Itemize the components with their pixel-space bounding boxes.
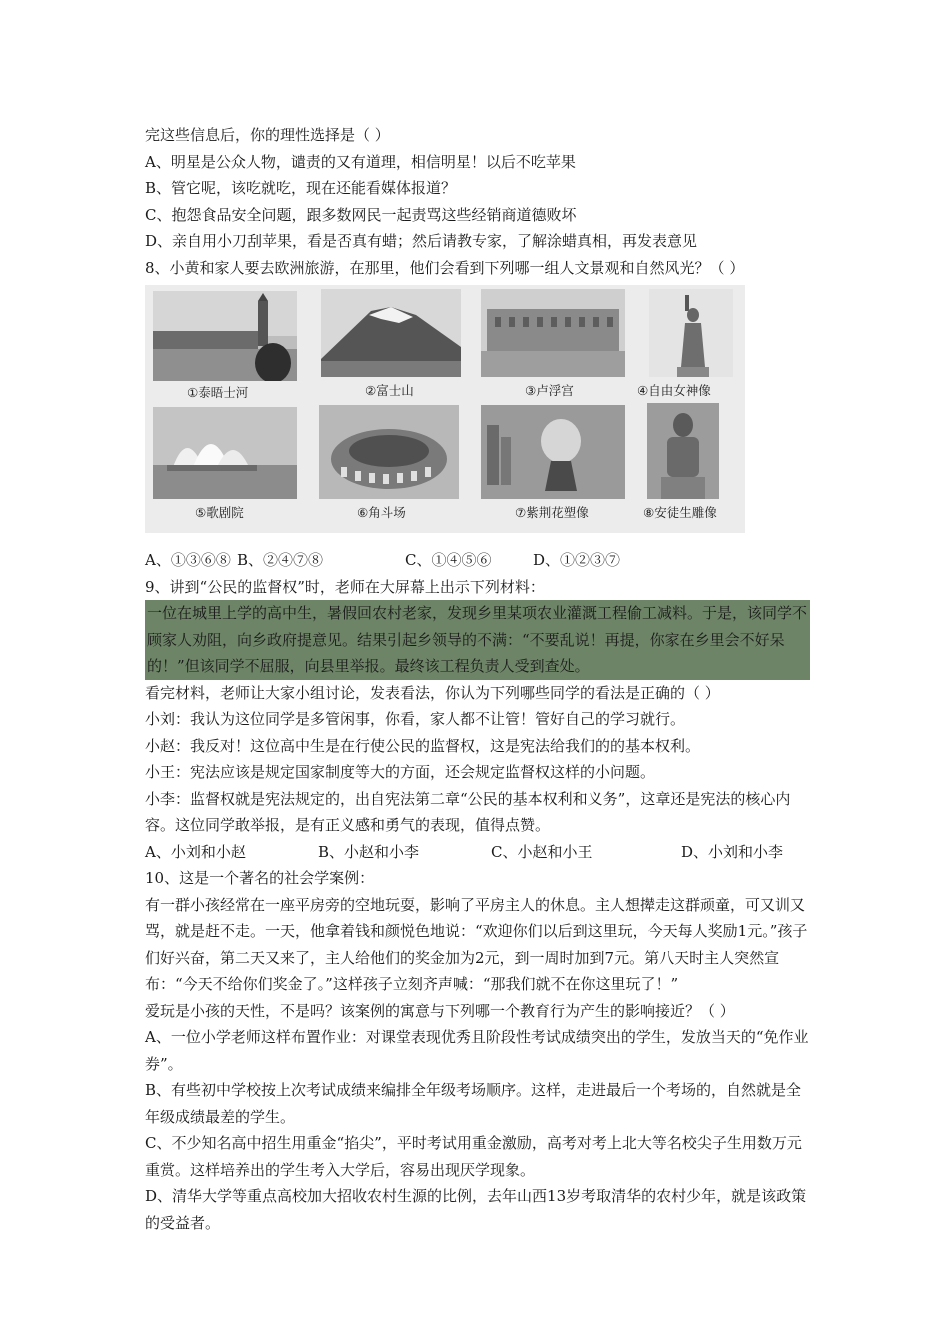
bauhinia-statue-photo bbox=[481, 405, 625, 499]
q9-material: 一位在城里上学的高中生，暑假回农村老家，发现乡里某项农业灌溉工程偷工减料。于是，该同学不顾家人劝阻，向乡政府提意见。结果引起乡领导的不满：“不要乱说！再提，你家在乡里会不好呆的！”但该同学不屈服，向县里举报。最终该工程负责人受到查处。 bbox=[145, 600, 810, 680]
thames-photo bbox=[153, 291, 297, 381]
q7-option-b: B、管它呢，该吃就吃，现在还能看媒体报道？ bbox=[145, 179, 457, 197]
liberty-photo bbox=[649, 289, 733, 377]
q8-option-a: A、①③⑥⑧ bbox=[145, 551, 231, 569]
colosseum-photo bbox=[319, 405, 459, 499]
q9-options bbox=[145, 839, 810, 866]
q9-option-a: A、小刘和小赵 bbox=[145, 842, 246, 861]
landmarks-photo-grid bbox=[145, 285, 745, 533]
q7-stem: 完这些信息后，你的理性选择是（ ） bbox=[145, 126, 390, 144]
q9-view-zhao: 小赵：我反对！这位高中生是在行使公民的监督权，这是宪法给我们的的基本权利。 bbox=[145, 736, 701, 755]
q10-option-a: A、一位小学老师这样布置作业：对课堂表现优秀且阶段性考试成绩突出的学生，发放当天的“免作业券”。 bbox=[145, 1028, 809, 1073]
caption-3: ③卢浮宫 bbox=[525, 383, 574, 398]
q9-view-wang: 小王：宪法应该是规定国家制度等大的方面，还会规定监督权这样的小问题。 bbox=[145, 763, 656, 781]
q9-stem: 9、讲到“公民的监督权”时，老师在大屏幕上出示下列材料： bbox=[145, 577, 545, 596]
q9-option-b: B、小赵和小李 bbox=[318, 842, 420, 861]
q10-story: 有一群小孩经常在一座平房旁的空地玩耍，影响了平房主人的休息。主人想撵走这群顽童，可又训又骂，就是赶不走。一天，他拿着钱和颜悦色地说：“欢迎你们以后到这里玩，今天每人奖励1元。”孩子们好兴奋，第二天又来了，主人给他们的奖金加为2元，到一周时加到7元。第八天时主人突然宣布：“今天不给你们奖金了。”这样孩子立刻齐声喊：“那我们就不在你这里玩了！” bbox=[145, 895, 808, 993]
q10-option-b: B、有些初中学校按上次考试成绩来编排全年级考场顺序。这样，走进最后一个考场的，自然就是全年级成绩最差的学生。 bbox=[145, 1081, 802, 1126]
caption-8: ⑧安徒生雕像 bbox=[643, 505, 717, 520]
exam-page bbox=[145, 122, 810, 1236]
louvre-photo bbox=[481, 289, 625, 377]
q8-stem: 8、小黄和家人要去欧洲旅游，在那里，他们会看到下列哪一组人文景观和自然风光？（ ） bbox=[145, 258, 745, 277]
q10-stem: 10、这是一个著名的社会学案例： bbox=[145, 869, 375, 887]
caption-5: ⑤歌剧院 bbox=[195, 505, 244, 520]
q10-option-d: D、清华大学等重点高校加大招收农村生源的比例，去年山西13岁考取清华的农村少年，就是该政策的受益者。 bbox=[145, 1187, 807, 1232]
andersen-statue-photo bbox=[647, 403, 719, 499]
q10-question: 爱玩是小孩的天性，不是吗？该案例的寓意与下列哪一个教育行为产生的影响接近？（ ） bbox=[145, 1001, 735, 1020]
q7-option-a: A、明星是公众人物，谴责的又有道理，相信明星！以后不吃苹果 bbox=[145, 152, 576, 171]
caption-4: ④自由女神像 bbox=[637, 383, 711, 398]
caption-6: ⑥角斗场 bbox=[357, 505, 406, 520]
caption-2: ②富士山 bbox=[365, 383, 414, 398]
fuji-photo bbox=[321, 289, 461, 377]
q10-option-c: C、不少知名高中招生用重金“掐尖”，平时考试用重金激励，高考对考上北大等名校尖子生用数万元重赏。这样培养出的学生考入大学后，容易出现厌学现象。 bbox=[145, 1134, 802, 1179]
q9-view-liu: 小刘：我认为这位同学是多管闲事，你看，家人都不让管！管好自己的学习就行。 bbox=[145, 710, 686, 728]
q7-option-c: C、抱怨食品安全问题，跟多数网民一起责骂这些经销商道德败坏 bbox=[145, 205, 577, 224]
caption-7: ⑦紫荆花塑像 bbox=[515, 505, 589, 520]
q7-option-d: D、亲自用小刀刮苹果，看是否真有蜡；然后请教专家，了解涂蜡真相，再发表意见 bbox=[145, 232, 698, 250]
q9-view-li: 小李：监督权就是宪法规定的，出自宪法第二章“公民的基本权利和义务”，这章还是宪法的核心内容。这位同学敢举报，是有正义感和勇气的表现，值得点赞。 bbox=[145, 789, 791, 834]
opera-house-photo bbox=[153, 407, 297, 499]
q8-option-c: C、①④⑤⑥ bbox=[405, 551, 492, 569]
q9-option-d: D、小刘和小李 bbox=[681, 842, 784, 861]
q9-option-c: C、小赵和小王 bbox=[491, 842, 593, 861]
q8-option-d: D、①②③⑦ bbox=[533, 551, 621, 569]
q9-question: 看完材料，老师让大家小组讨论，发表看法，你认为下列哪些同学的看法是正确的（ ） bbox=[145, 683, 720, 702]
q8-options bbox=[145, 547, 810, 574]
caption-1: ①泰晤士河 bbox=[187, 385, 249, 400]
q8-option-b: B、②④⑦⑧ bbox=[237, 551, 324, 569]
